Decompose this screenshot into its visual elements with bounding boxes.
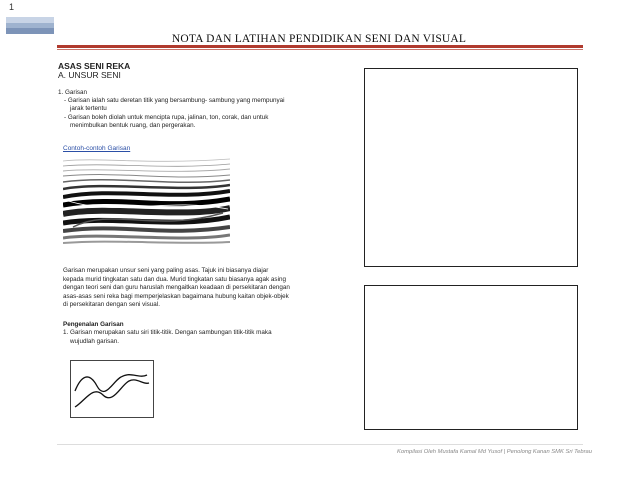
curve-lines-image [70,360,154,418]
description-line-5: di persekitaran dengan seni visual. [63,301,160,308]
description-line-3: dengan teori seni dan guru haruslah mengaitkan keadaan di persekitaran dengan [63,284,290,291]
section-title: ASAS SENI REKA [58,61,131,71]
garisan-bullet-2: - Garisan boleh diolah untuk mencipta rupa, jalinan, ton, corak, dan untuk [64,114,269,121]
garisan-bullet-1-cont: jarak tertentu [70,105,107,112]
garisan-heading: 1. Garisan [58,89,88,96]
garisan-bullet-2-cont: menimbulkan bentuk ruang, dan pergerakan. [70,122,196,129]
drawing-box-top [364,68,578,267]
page-number: 1 [9,2,15,12]
garisan-bullet-1: - Garisan ialah satu deretan titik yang bersambung- sambung yang mempunyai [64,97,285,104]
line-examples-image [63,157,230,245]
section-subtitle: A. UNSUR SENI [58,70,121,80]
corner-decoration-icon [6,17,54,34]
header-divider [57,45,583,48]
drawing-box-bottom [364,285,578,430]
example-link[interactable]: Contoh-contoh Garisan [63,145,131,152]
description-line-4: asas-asas seni reka bagi memperjelaskan bagaimana hubung kaitan objek-objek [63,293,289,300]
header-divider-thin [57,49,583,50]
pengenalan-line-2: wujudlah garisan. [70,338,120,345]
pengenalan-heading: Pengenalan Garisan [63,321,124,328]
description-line-1: Garisan merupakan unsur seni yang paling asas. Tajuk ini biasanya diajar [63,267,269,274]
footer-divider [57,444,583,445]
footer-credit: Kompilasi Oleh Mustafa Kamal Md Yusof | Penolong Kanan SMK Sri Tebrau [397,449,592,455]
pengenalan-line-1: 1. Garisan merupakan satu siri titik-titik. Dengan sambungan titik-titik maka [63,329,272,336]
description-line-2: kepada murid tingkatan satu dan dua. Murid tingkatan satu biasanya agak asing [63,276,286,283]
page-title: NOTA DAN LATIHAN PENDIDIKAN SENI DAN VISUAL [171,33,467,45]
